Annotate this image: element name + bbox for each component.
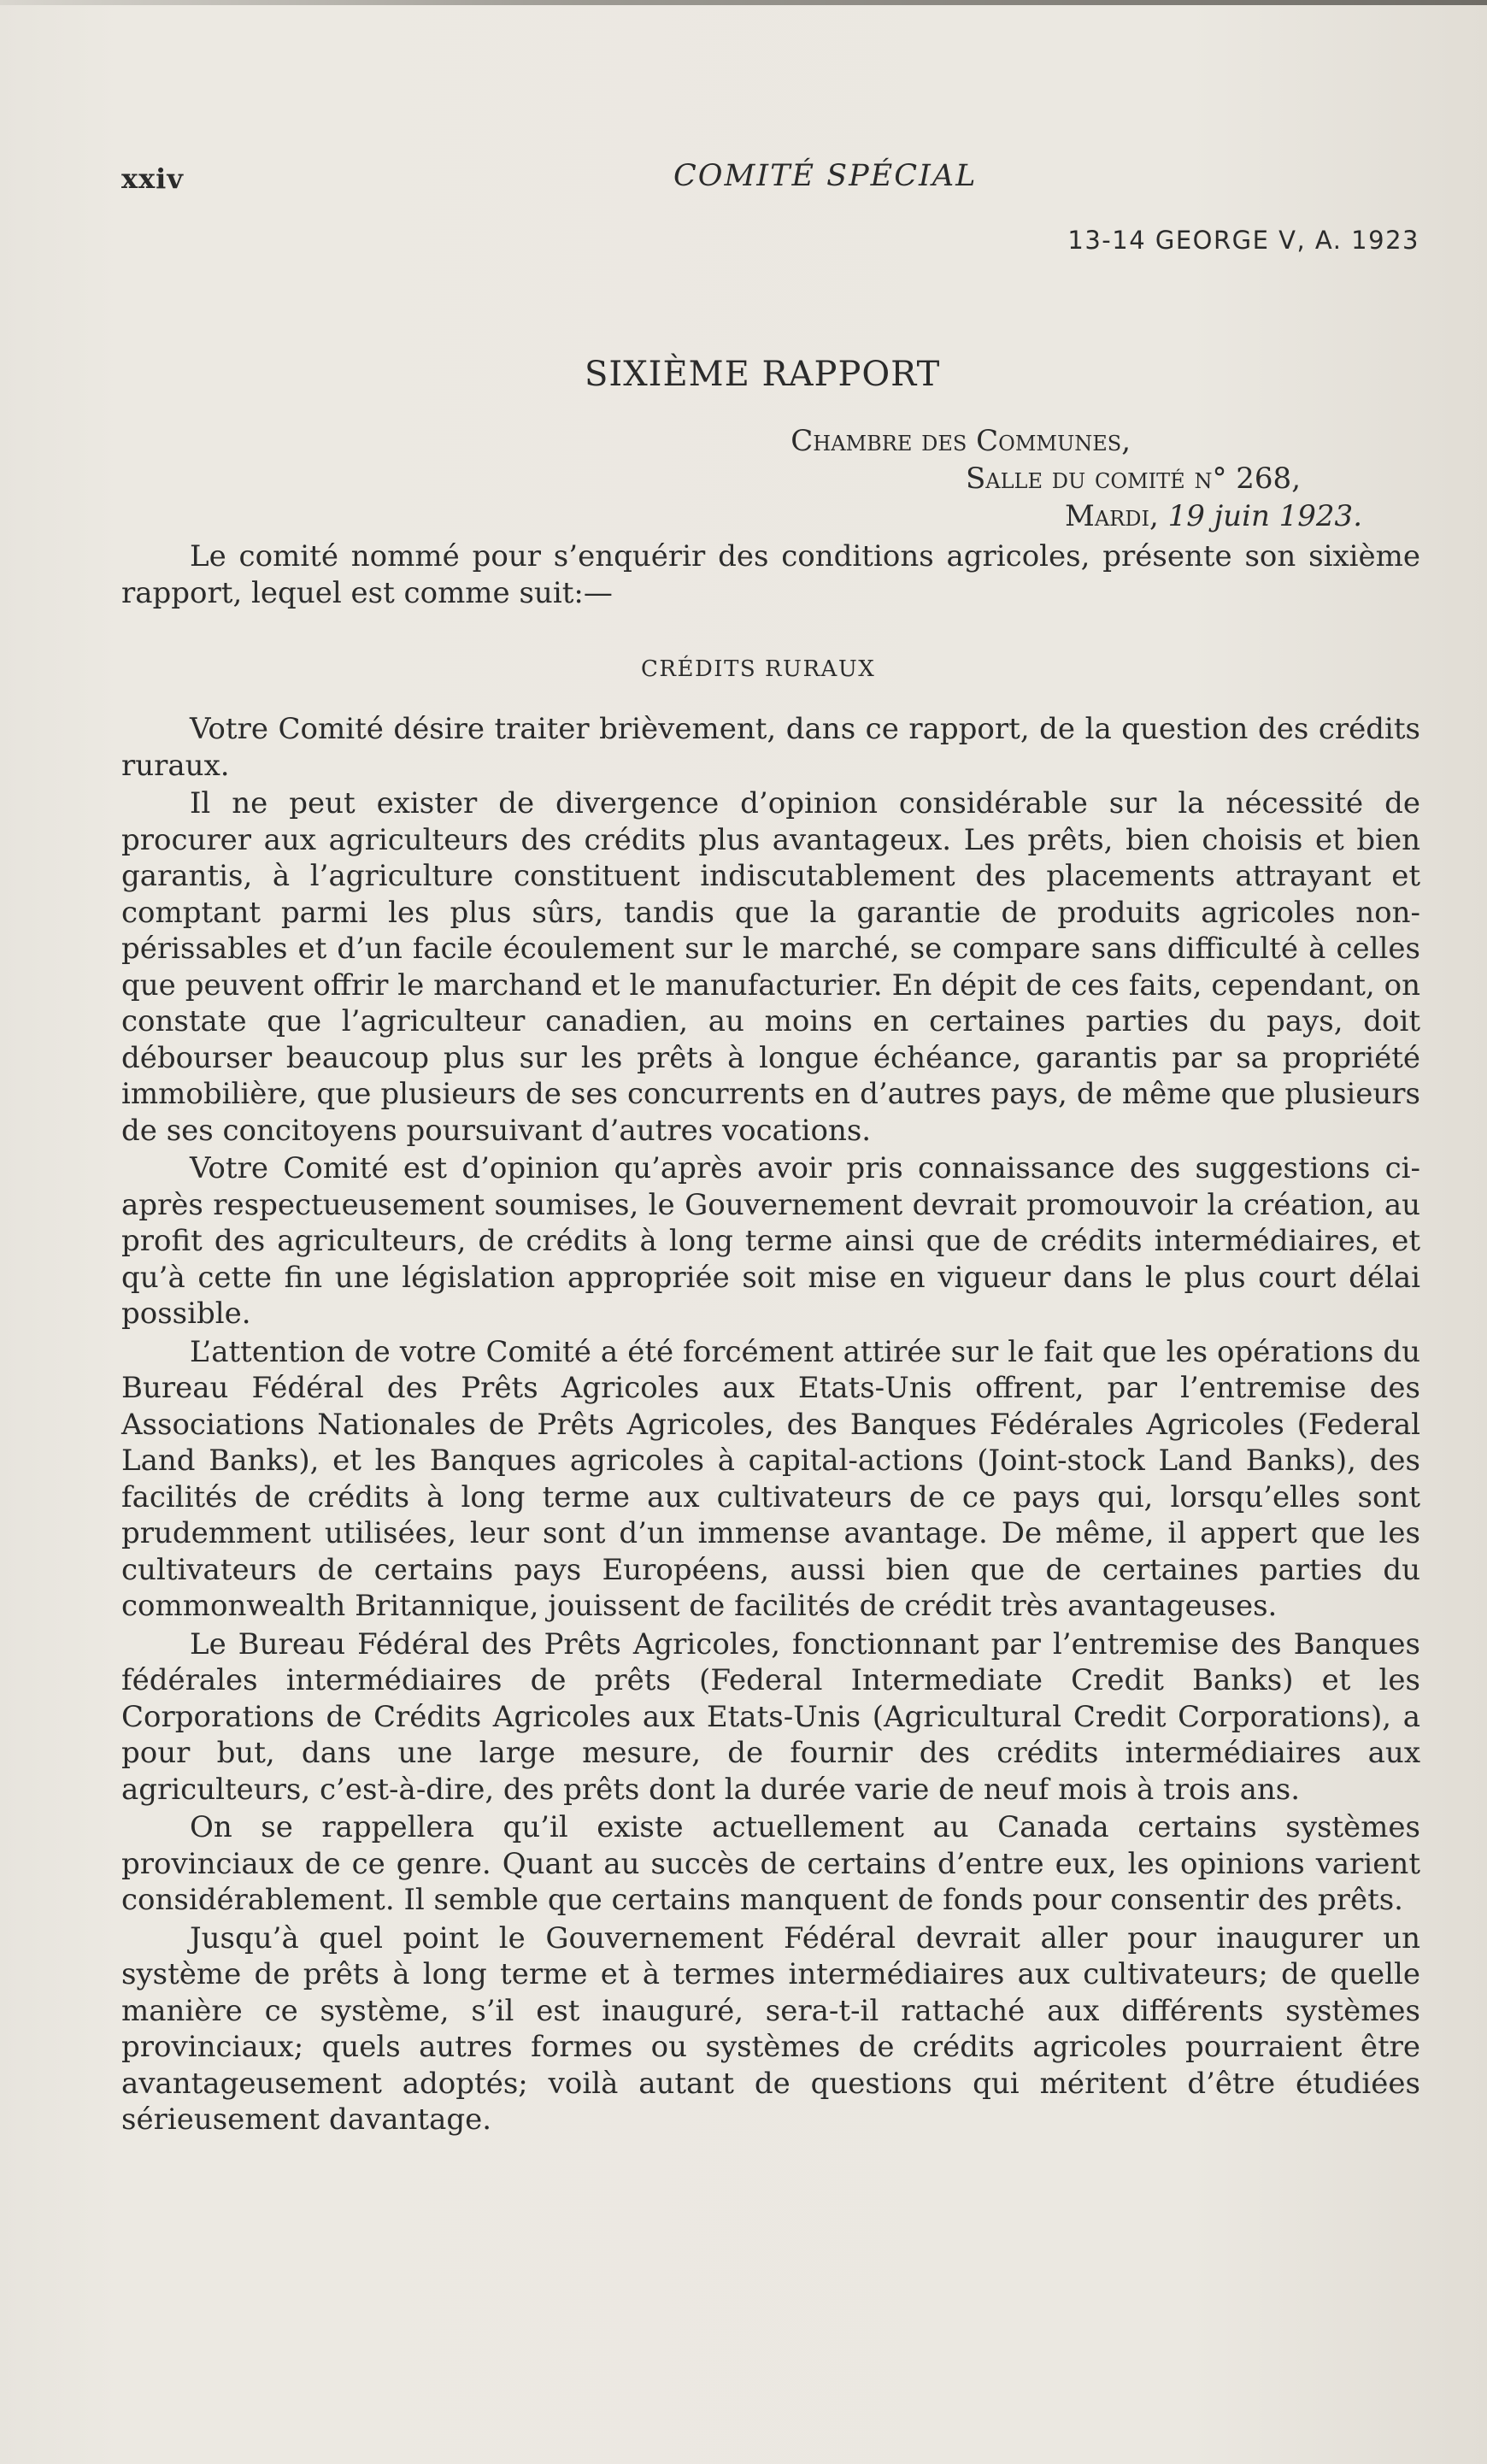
main-body (121, 711, 1420, 2138)
section-heading: CRÉDITS RURAUX (641, 656, 876, 682)
paragraph-7: Jusqu’à quel point le Gouvernement Fédéral devrait aller pour inaugurer un système de prêts à long terme et à termes intermédiaires aux cultivateurs; de quelle manière ce système, s’il est inauguré, sera-t-il rattaché aux différents systèmes provinciaux; quels autres formes ou systèmes de crédits agricoles pourraient être avantageusement adoptés; voilà autant de questions qui méritent d’être étudiées sérieusement davantage. (121, 1920, 1420, 2137)
paragraph-5: Le Bureau Fédéral des Prêts Agricoles, fonctionnant par l’entremise des Banques fédérales intermédiaires de prêts (Federal Intermediate Credit Banks) et les Corporations de Crédits Agricoles aux Etats-Unis (Agricultural Credit Corporations), a pour but, dans une large mesure, de fournir des crédits intermédiaires aux agriculteurs, c’est-à-dire, des prêts dont la durée varie de neuf mois à trois ans. (121, 1626, 1420, 1807)
date-weekday: Mardi, (1065, 499, 1159, 533)
page-number: xxiv (121, 162, 184, 195)
report-title: SIXIÈME RAPPORT (585, 355, 941, 394)
paragraph-4: L’attention de votre Comité a été forcément attirée sur le fait que les opérations du Bureau Fédéral des Prêts Agricoles aux Etats-Unis offrent, par l’entremise des Associations Nationales de Prêts Agricoles, des Banques Fédérales Agricoles (Federal Land Banks), et les Banques agricoles à capital-actions (Joint-stock Land Banks), des facilités de crédits à long terme aux cultivateurs de ce pays qui, lorsqu’elles sont prudemment utilisées, leur sont d’un immense avantage. De même, il appert que les cultivateurs de certains pays Européens, aussi bien que de certaines parties du commonwealth Britannique, jouissent de facilités de crédit très avantageuses. (121, 1334, 1420, 1623)
paragraph-3: Votre Comité est d’opinion qu’après avoir pris connaissance des suggestions ci-après respectueusement soumises, le Gouvernement devrait promouvoir la création, au profit des agriculteurs, de crédits à long terme ainsi que de crédits intermédiaires, et qu’à cette fin une législation appropriée soit mise en vigueur dans le plus court délai possible. (121, 1151, 1420, 1331)
paragraph-2: Il ne peut exister de divergence d’opinion considérable sur la nécessité de procurer aux agriculteurs des crédits plus avantageux. Les prêts, bien choisis et bien garantis, à l’agriculture constituent indiscutablement des placements attrayant et comptant parmi les plus sûrs, tandis que la garantie de produits agricoles non-périssables et d’un facile écoulement sur le marché, se compare sans difficulté à celles que peuvent offrir le marchand et le manufacturier. En dépit de ces faits, cependant, on constate que l’agriculteur canadien, au moins en certaines parties du pays, doit débourser beaucoup plus sur les prêts à longue échéance, garantis par sa propriété immobilière, que plusieurs de ses concurrents en d’autres pays, de même que plusieurs de ses concitoyens poursuivant d’autres vocations. (121, 786, 1420, 1148)
address-line-chamber: Chambre des Communes, (791, 424, 1131, 458)
running-header-title: COMITÉ SPÉCIAL (673, 159, 978, 193)
address-line-date (1065, 499, 1362, 533)
date-value: 19 juin 1923. (1158, 499, 1362, 533)
paragraph-1: Votre Comité désire traiter brièvement, dans ce rapport, de la question des crédits ruraux. (121, 712, 1420, 783)
page-top-edge (0, 0, 1487, 5)
intro-paragraph: Le comité nommé pour s’enquérir des conditions agricoles, présente son sixième rapport, lequel est comme suit:— (121, 539, 1420, 610)
paragraph-6: On se rappellera qu’il existe actuellement au Canada certains systèmes provinciaux de ce genre. Quant au succès de certains d’entre eux, les opinions varient considérablement. Il semble que certains manquent de fonds pour consentir des prêts. (121, 1810, 1420, 1917)
regnal-year: 13-14 GEORGE V, A. 1923 (1067, 226, 1419, 255)
intro-block (121, 538, 1420, 611)
address-line-room: Salle du comité n° 268, (965, 462, 1301, 496)
